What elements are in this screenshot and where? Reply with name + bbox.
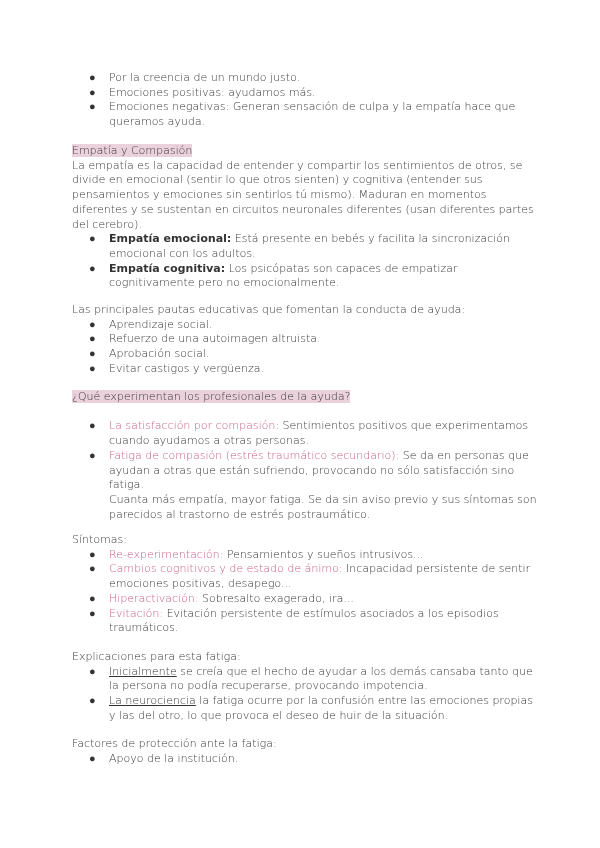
patterns-intro: Las principales pautas educativas que fomentan la conducta de ayuda: <box>72 303 466 316</box>
list-item: ● Empatía emocional: Está presente en bebés y facilita la sincronización emocional con los adultos. <box>89 232 510 260</box>
professionals-section <box>72 390 540 522</box>
list-item: ● La neurociencia la fatiga ocurre por la confusión entre las emociones propias y las del otro, lo que provoca el deseo de huir de la situación. <box>89 694 533 722</box>
section-heading: ¿Qué experimentan los profesionales de la ayuda? <box>72 390 351 403</box>
list-item: ● Apoyo de la institución. <box>89 751 239 765</box>
symptoms-intro: Síntomas: <box>72 533 127 546</box>
empathy-section <box>72 144 540 291</box>
section-heading: Empatía y Compasión <box>72 144 193 157</box>
list-item: ● Refuerzo de una autoimagen altruista. <box>89 332 321 346</box>
list-item: ● Evitación: Evitación persistente de estímulos asociados a los episodios traumáticos. <box>89 606 499 635</box>
list-item: ● Empatía cognitiva: Los psicópatas son capaces de empatizar cognitivamente pero no emocionalmente. <box>89 261 458 290</box>
protection-intro: Factores de protección ante la fatiga: <box>72 737 277 750</box>
list-item: ● Emociones negativas: Generan sensación de culpa y la empatía hace que queramos ayuda. <box>89 100 516 129</box>
list-item: ● Hiperactivación: Sobresalto exagerado, ira... <box>89 591 354 605</box>
list-item: ● Re-experimentación: Pensamientos y sueños intrusivos... <box>89 547 424 561</box>
list-item: ● Aprendizaje social. <box>89 317 213 331</box>
list-item: ● Cambios cognitivos y de estado de ánimo: Incapacidad persistente de sentir emociones positivas, desapego... <box>89 562 531 591</box>
intro-list <box>72 71 540 130</box>
list-item: ● La satisfacción por compasión: Sentimientos positivos que experimentamos cuando ayudamos a otras personas. <box>89 419 529 448</box>
explanations-intro: Explicaciones para esta fatiga: <box>72 650 241 663</box>
patterns-section <box>72 303 540 377</box>
list-item: ● Inicialmente se creía que el hecho de ayudar a los demás cansaba tanto que la persona no podía recuperarse, provocando impotencia. <box>89 664 533 693</box>
list-item: ● Emociones positivas: ayudamos más. <box>89 85 316 99</box>
list-item: ● Fatiga de compasión (estrés traumático secundario): Se da en personas que ayudan a otras que están sufriendo, provocando no sólo satisfacción sino fatiga. Cuanta más empatía, mayor fatiga. Se da sin aviso previo y sus síntomas son parecidos al trastorno de estrés postraumático. <box>89 448 537 521</box>
explanations-section <box>72 650 540 724</box>
symptoms-section <box>72 533 540 636</box>
list-item: ● Por la creencia de un mundo justo. <box>89 71 301 84</box>
list-item: ● Aprobación social. <box>89 347 210 361</box>
empathy-paragraph: La empatía es la capacidad de entender y compartir los sentimientos de otros, se divide en emocional (sentir lo que otros sienten) y cognitiva (entender sus pensamientos y emociones sin sentirlos tú mismo). Maduran en momentos diferentes y se sustentan en circuitos neuronales diferentes (usan diferentes partes del cerebro). <box>72 158 534 231</box>
protection-section <box>72 737 540 766</box>
list-item: ● Evitar castigos y vergüenza. <box>89 361 264 375</box>
